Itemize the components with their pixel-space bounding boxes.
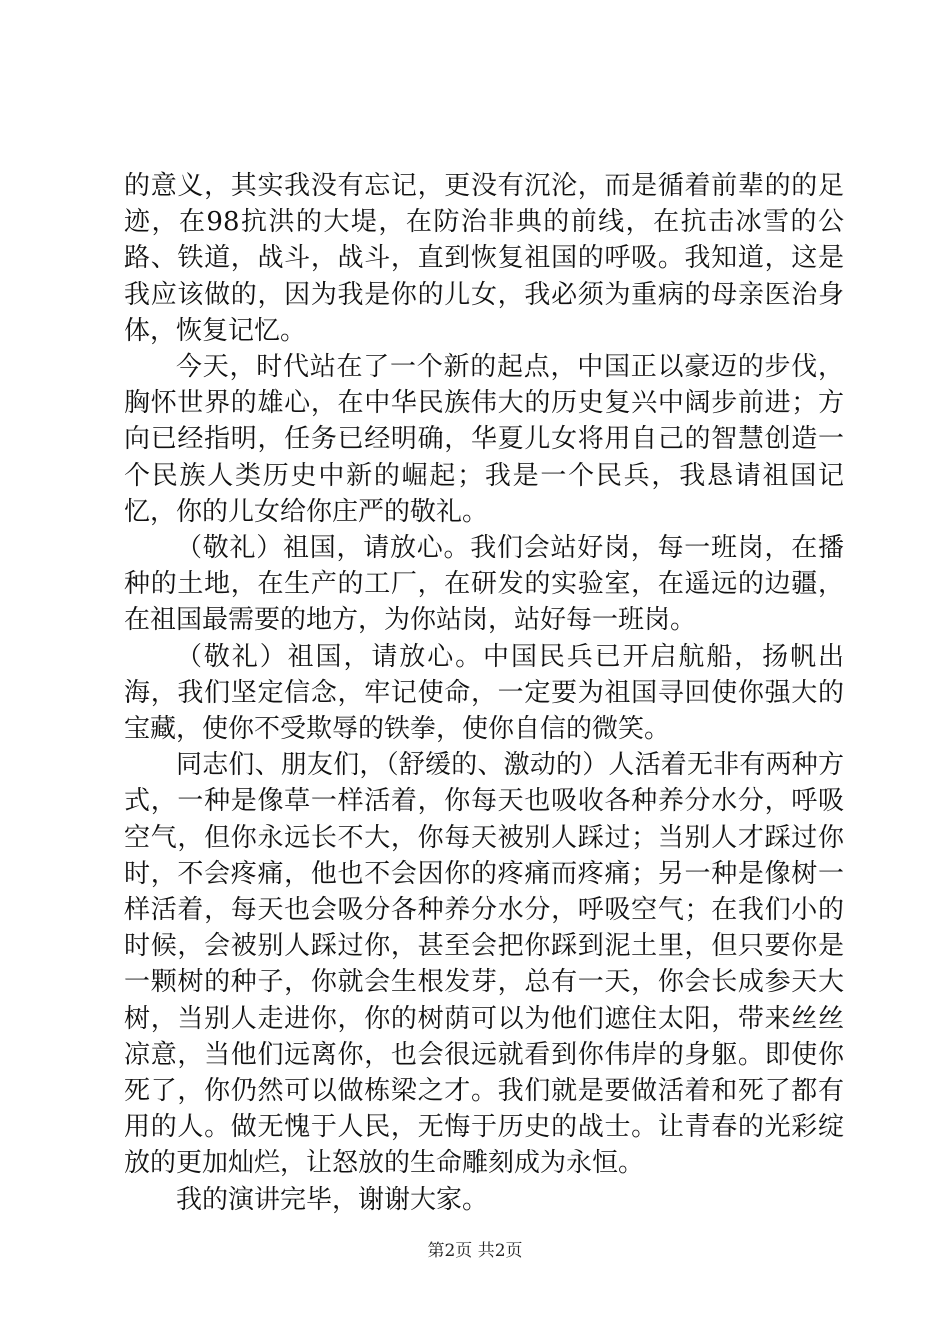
paragraph-new-era: 今天，时代站在了一个新的起点，中国正以豪迈的步伐，胸怀世界的雄心，在中华民族伟大的历史复兴中阔步前进；方向已经指明，任务已经明确，华夏儿女将用自己的智慧创造一个民族人类历史中新的崛起；我是一个民兵，我恳请祖国记忆，你的儿女给你庄严的敬礼。 [124, 352, 844, 527]
paragraph-closing: 我的演讲完毕，谢谢大家。 [176, 1184, 489, 1215]
paragraph-salute-stand-guard: （敬礼）祖国，请放心。我们会站好岗，每一班岗，在播种的土地，在生产的工厂，在研发的实验室，在遥远的边疆，在祖国最需要的地方，为你站岗，站好每一班岗。 [124, 533, 844, 636]
page-footer [0, 1241, 950, 1261]
paragraph-salute-set-sail: （敬礼）祖国，请放心。中国民兵已开启航船，扬帆出海，我们坚定信念，牢记使命，一定要为祖国寻回使你强大的宝藏，使你不受欺辱的铁拳，使你自信的微笑。 [124, 641, 844, 745]
speech-body [124, 168, 844, 1218]
paragraph-grass-and-tree: 同志们、朋友们，（舒缓的、激动的）人活着无非有两种方式，一种是像草一样活着，你每天也吸收各种养分水分，呼吸空气，但你永远长不大，你每天被别人踩过；当别人才踩过你时，不会疼痛，他也不会因你的疼痛而疼痛；另一种是像树一样活着，每天也会吸分各种养分水分，呼吸空气；在我们小的时候，会被别人踩过你，甚至会把你踩到泥土里，但只要你是一颗树的种子，你就会生根发芽，总有一天，你会长成参天大树，当别人走进你，你的树荫可以为他们遮住太阳，带来丝丝凉意，当他们远离你，也会很远就看到你伟岸的身躯。即使你死了，你仍然可以做栋梁之才。我们就是要做活着和死了都有用的人。做无愧于人民，无悔于历史的战士。让青春的光彩绽放的更加灿烂，让怒放的生命雕刻成为永恒。 [124, 750, 844, 1179]
paragraph-continuation: 的意义，其实我没有忘记，更没有沉沦，而是循着前辈的的足迹，在98抗洪的大堤，在防治非典的前线，在抗击冰雪的公路、铁道，战斗，战斗，直到恢复祖国的呼吸。我知道，这是我应该做的，因为我是你的儿女，我必须为重病的母亲医治身体，恢复记忆。 [124, 171, 844, 346]
page-number-label: 第2页 共2页 [427, 1241, 523, 1261]
